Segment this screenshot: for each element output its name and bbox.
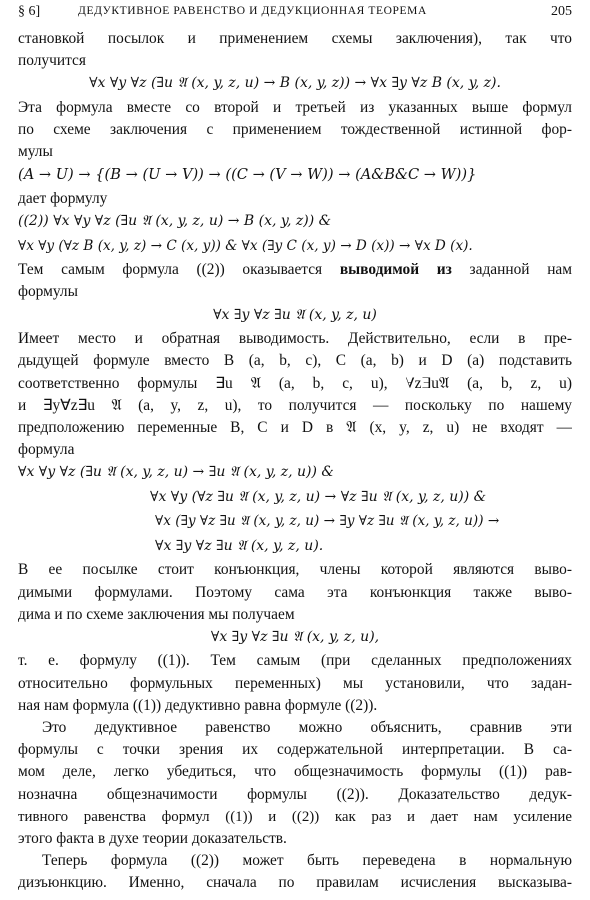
text-line: дима и по схеме заключения мы получаем xyxy=(18,605,295,623)
text-line: В ее посылке стоит конъюнкция, члены которой являются выво- xyxy=(18,561,572,579)
formula: ∀x ∃y ∀z ∃u 𝔄 (x, y, z, u), xyxy=(210,628,380,645)
text-line: ная нам формула ((1)) дедуктивно равна формуле ((2)). xyxy=(18,696,378,714)
formula: ∀x (∃y ∀z ∃u 𝔄 (x, y, z, u) → ∃y ∀z ∃u 𝔄 (x, y, z, u)) → xyxy=(155,513,500,530)
text-line: дыдущей формуле вместо B (a, b, c), C (a, b) и D (a) подставить xyxy=(18,352,572,370)
text-line: Это дедуктивное равенство можно объяснить, сравнив эти xyxy=(42,719,572,736)
text-line: дизъюнкцию. Именно, сначала по правилам исчисления высказыва- xyxy=(18,874,572,892)
text-line: димыми формулами. Поэтому сама эта конъюнкция также выво- xyxy=(18,583,572,601)
text-line: и ∃y∀z∃u 𝔄 (a, y, z, u), то получится — поскольку по нашему xyxy=(18,396,572,414)
formula: ∀x ∀y ∀z (∃u 𝔄 (x, y, z, u) → B (x, y, z)) → ∀x ∃y ∀z B (x, y, z). xyxy=(89,75,501,92)
running-header xyxy=(18,4,572,26)
text-line: тивного равенства формул ((1)) и ((2)) как раз и дает нам усиление xyxy=(18,808,572,825)
text-line: этого факта в духе теории доказательств. xyxy=(18,830,287,847)
text-line: формулы xyxy=(18,283,78,301)
text-line: Теперь формула ((2)) может быть переведена в нормальную xyxy=(42,852,572,870)
text-line: Эта формула вместе со второй и третьей из указанных выше формул xyxy=(18,98,572,116)
formula: ∀x ∀y (∀z ∃u 𝔄 (x, y, z, u) → ∀z ∃u 𝔄 (x, y, z, u)) & xyxy=(150,488,487,505)
text-line: мом деле, легко убедиться, что общезначимость формулы ((1)) рав- xyxy=(18,763,572,781)
text-line: т. е. формулу ((1)). Тем самым (при сделанных предположениях xyxy=(18,652,572,670)
formula: ∀x ∀y ∀z (∃u 𝔄 (x, y, z, u) → ∃u 𝔄 (x, y, z, u)) & xyxy=(18,464,334,481)
text-line: формулы с точки зрения их содержательной интерпретации. В са- xyxy=(18,741,572,759)
formula: ∀x ∀y (∀z B (x, y, z) → C (x, y)) & ∀x (∃y C (x, y) → D (x)) → ∀x D (x). xyxy=(18,237,473,254)
text-line: формула xyxy=(18,441,75,459)
formula-numbered: ((2)) ∀x ∀y ∀z (∃u 𝔄 (x, y, z, u) → B (x, y, z)) & xyxy=(18,213,332,230)
text-line: Имеет место и обратная выводимость. Действительно, если в пре- xyxy=(18,330,572,348)
text-line: по схеме заключения с применением тождественной истинной фор- xyxy=(18,121,572,139)
formula: (A → U) → {(B → (U → V)) → ((C → (V → W)) → (A&B&C → W))} xyxy=(18,165,477,183)
running-title: ДЕДУКТИВНОЕ РАВЕНСТВО И ДЕДУКЦИОННАЯ ТЕОРЕМА xyxy=(78,5,427,17)
section-marker: § 6] xyxy=(18,4,41,19)
formula: ∀x ∃y ∀z ∃u 𝔄 (x, y, z, u) xyxy=(213,306,377,323)
text-line: нозначна общезначимости формулы ((2)). Доказательство дедук- xyxy=(18,785,572,803)
text-line xyxy=(18,259,572,282)
formula: ∀x ∃y ∀z ∃u 𝔄 (x, y, z, u). xyxy=(155,537,324,554)
text-line: соответственно формулы ∃u 𝔄 (a, b, c, u), ∀z∃u𝔄 (a, b, z, u) xyxy=(18,374,572,392)
bold-text: выводимой из xyxy=(339,261,452,279)
text-line: получится xyxy=(18,52,86,70)
text-span: заданной нам xyxy=(451,261,572,279)
text-line: мулы xyxy=(18,143,53,161)
text-line: дает формулу xyxy=(18,190,108,207)
text-line: становкой посылок и применением схемы заключения), так что xyxy=(18,30,572,47)
text-span: Тем самым формула ((2)) оказывается xyxy=(18,261,340,279)
text-line: относительно формульных переменных) мы установили, что задан- xyxy=(18,674,572,692)
page-number: 205 xyxy=(551,4,572,19)
text-line: предположению переменные B, C и D в 𝔄 (x, y, z, u) не входят — xyxy=(18,418,572,436)
